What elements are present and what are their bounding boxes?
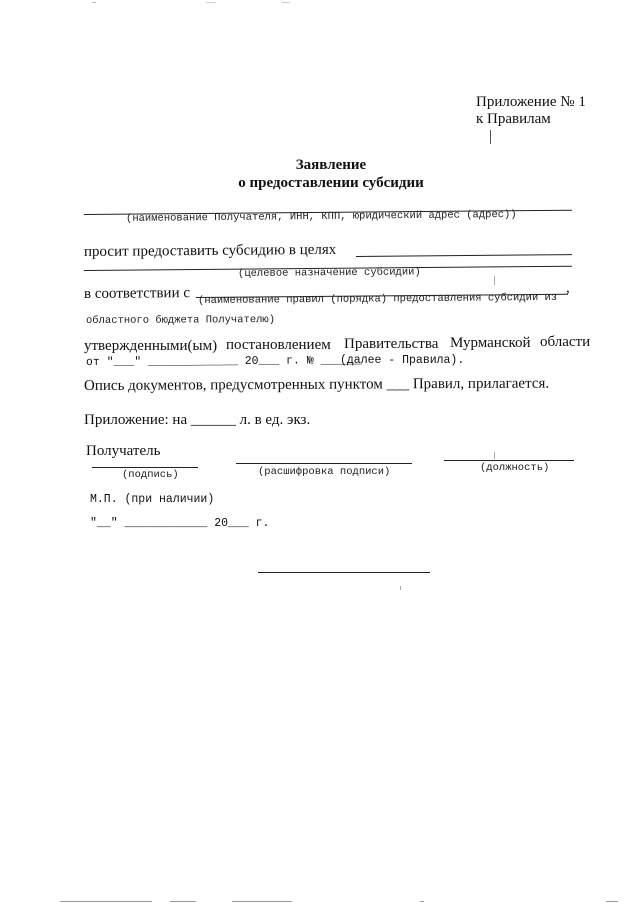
approved-text: утвержденными(ым) (84, 338, 218, 354)
resolution-date: от "___" _____________ 20___ г. № ______ (85, 354, 363, 369)
stamp-text: М.П. (при наличии) (90, 493, 215, 506)
resolution-text: постановлением (226, 337, 331, 353)
appendix-number: Приложение № 1 (476, 94, 586, 110)
signature-caption: (подпись) (122, 469, 179, 481)
position-line (444, 460, 574, 461)
attachment-text: Приложение: на ______ л. в ед. экз. (84, 412, 311, 428)
scan-mark (60, 901, 152, 902)
decoding-line (236, 463, 412, 464)
purpose-caption: (целевое назначение субсидии) (237, 266, 421, 280)
recipient-label: Получатель (86, 443, 161, 459)
accordance-text: в соответствии с (83, 285, 191, 302)
request-fill-line (356, 254, 572, 257)
accordance-comma: , (566, 280, 570, 296)
rules-caption-2: областного бюджета Получателю) (85, 314, 276, 327)
position-caption: (должность) (480, 462, 550, 474)
decoding-caption: (расшифровка подписи) (258, 466, 391, 478)
scan-mark (420, 901, 424, 902)
scan-mark (606, 901, 618, 902)
oblast-text: области (540, 334, 591, 350)
scan-mark (400, 586, 401, 590)
further-text: (далее - Правила). (340, 354, 465, 367)
rules-caption-1: (наименование правил (порядка) предоставления субсидии из (197, 291, 558, 307)
scan-mark (206, 2, 216, 3)
scan-mark (494, 276, 495, 285)
sign-date: "__" ____________ 20___ г. (90, 517, 270, 530)
recipient-caption: (наименование Получателя, ИНН, КПП, юридический адрес (адрес)) (125, 208, 517, 225)
scan-mark (232, 901, 292, 902)
scan-mark (92, 2, 96, 3)
closing-line (258, 572, 430, 573)
scan-mark (170, 901, 196, 902)
scan-mark (282, 2, 290, 3)
region-text: Мурманской (450, 335, 531, 351)
scan-mark (490, 130, 491, 144)
document-subtitle: о предоставлении субсидии (238, 175, 424, 191)
signature-line (92, 467, 198, 468)
scan-mark (494, 452, 495, 459)
document-title: Заявление (295, 157, 367, 173)
appendix-reference (476, 94, 586, 128)
government-text: Правительства (344, 336, 439, 352)
request-text: просит предоставить субсидию в целях (83, 241, 337, 260)
inventory-text: Опись документов, предусмотренных пунктом ___ Правил, прилагается. (83, 375, 550, 394)
appendix-rules: к Правилам (476, 111, 551, 127)
